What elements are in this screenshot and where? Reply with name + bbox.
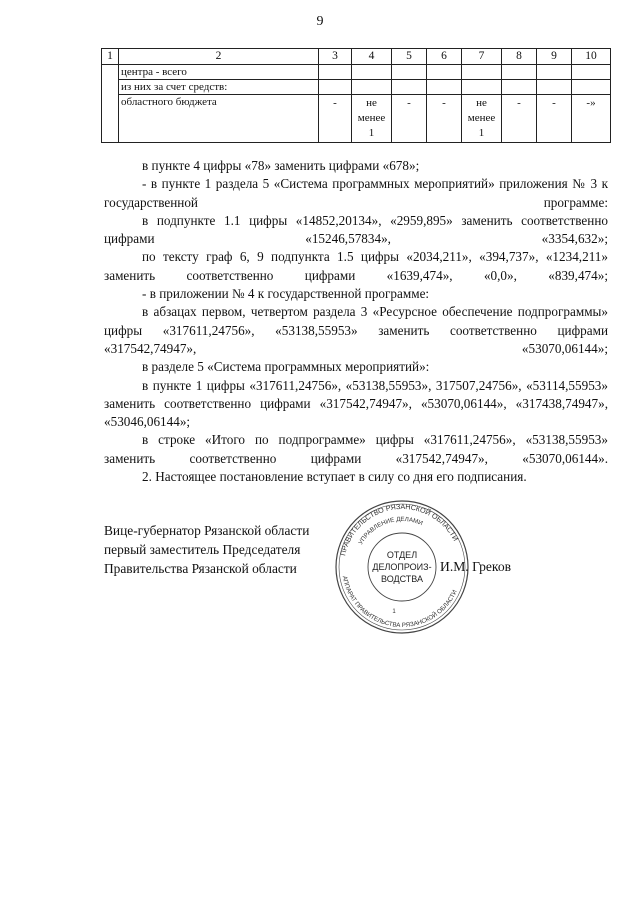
- paragraph: в абзацах первом, четвертом раздела 3 «Ресурсное обеспечение подпрограммы» цифры «317611,24756», «53138,55953» заменить соответственно цифрами «317542,74947», «53070,06144»;: [104, 304, 608, 356]
- paragraph: по тексту граф 6, 9 подпункта 1.5 цифры «2034,211», «394,737», «1234,211» заменить соответственно цифрами «1639,474», «0,0», «839,474»;: [104, 249, 608, 283]
- stamp-center-line: ОТДЕЛ: [386, 550, 418, 560]
- table-header-row: [102, 49, 611, 65]
- signature-title: [104, 521, 309, 578]
- table-header-cell: 8: [502, 49, 537, 65]
- table-cell: [102, 65, 119, 143]
- table-cell: -: [392, 95, 427, 143]
- table-cell: [572, 80, 611, 95]
- stamp-middle-text: УПРАВЛЕНИЕ ДЕЛАМИ: [357, 515, 424, 546]
- table-header-cell: 1: [102, 49, 119, 65]
- table-cell: из них за счет средств:: [119, 80, 319, 95]
- stamp-number: 1: [392, 609, 396, 615]
- table-header-cell: 2: [119, 49, 319, 65]
- paragraph: в пункте 1 цифры «317611,24756», «53138,55953», 317507,24756», «53114,55953» заменить соответственно цифрами «317542,74947», «53070,06144», «317438,74947», «53046,06144»;: [104, 377, 608, 430]
- table-row: [102, 65, 611, 80]
- table-header-cell: 5: [392, 49, 427, 65]
- table-cell: [462, 80, 502, 95]
- table-cell: -: [537, 95, 572, 143]
- table-cell: областного бюджета: [119, 95, 319, 143]
- paragraph: - в приложении № 4 к государственной программе:: [142, 286, 430, 302]
- page-number: 9: [316, 14, 324, 29]
- table-cell: не менее 1: [352, 95, 392, 143]
- table-cell: [319, 65, 352, 80]
- table-cell: [427, 80, 462, 95]
- table-cell: [427, 65, 462, 80]
- table-cell: [502, 65, 537, 80]
- paragraph: 2. Настоящее постановление вступает в силу со дня его подписания.: [142, 469, 527, 485]
- paragraph: - в пункте 1 раздела 5 «Система программных мероприятий» приложения № 3 к государственной программе:: [104, 176, 608, 210]
- paragraph: в разделе 5 «Система программных мероприятий»:: [142, 359, 430, 375]
- table-row: [102, 95, 611, 143]
- table-header-cell: 7: [462, 49, 502, 65]
- table-cell: не менее 1: [462, 95, 502, 143]
- table-cell: [502, 80, 537, 95]
- stamp-bottom-text: АППАРАТ ПРАВИТЕЛЬСТВА РЯЗАНСКОЙ ОБЛАСТИ: [340, 575, 459, 630]
- signature-line: первый заместитель Председателя: [104, 542, 301, 557]
- table-cell: центра - всего: [119, 65, 319, 80]
- table-cell: [352, 65, 392, 80]
- table-cell: -: [319, 95, 352, 143]
- stamp-center-line: ДЕЛОПРОИЗ-: [372, 562, 432, 572]
- table-cell: [319, 80, 352, 95]
- signature-line: Правительства Рязанской области: [104, 561, 297, 576]
- table-cell: [392, 65, 427, 80]
- paragraph: в пункте 4 цифры «78» заменить цифрами «678»;: [142, 158, 420, 173]
- table-cell: [462, 65, 502, 80]
- paragraph: в подпункте 1.1 цифры «14852,20134», «2959,895» заменить соответственно цифрами «15246,57834», «3354,632»;: [104, 212, 608, 247]
- signatory-name: И.М. Греков: [440, 559, 512, 574]
- table-cell: -: [502, 95, 537, 143]
- table-header-cell: 3: [319, 49, 352, 65]
- table-header-cell: 10: [572, 49, 611, 65]
- table-row: [102, 80, 611, 95]
- signature-line: Вице-губернатор Рязанской области: [104, 523, 310, 538]
- program-table: [101, 48, 611, 143]
- table-cell: [352, 80, 392, 95]
- table-header-cell: 9: [537, 49, 572, 65]
- table-header-cell: 4: [352, 49, 392, 65]
- table-header-cell: 6: [427, 49, 462, 65]
- table-cell: [537, 80, 572, 95]
- stamp-outer-text: ПРАВИТЕЛЬСТВО РЯЗАНСКОЙ ОБЛАСТИ: [338, 501, 461, 557]
- paragraph: в строке «Итого по подпрограмме» цифры «317611,24756», «53138,55953» заменить соответственно цифрами «317542,74947», «53070,06144».: [104, 432, 608, 466]
- table-cell: -»: [572, 95, 611, 143]
- table-cell: -: [427, 95, 462, 143]
- table-cell: [392, 80, 427, 95]
- table-cell: [572, 65, 611, 80]
- body-text: [104, 157, 608, 486]
- stamp-center-line: ВОДСТВА: [380, 574, 424, 584]
- table-cell: [537, 65, 572, 80]
